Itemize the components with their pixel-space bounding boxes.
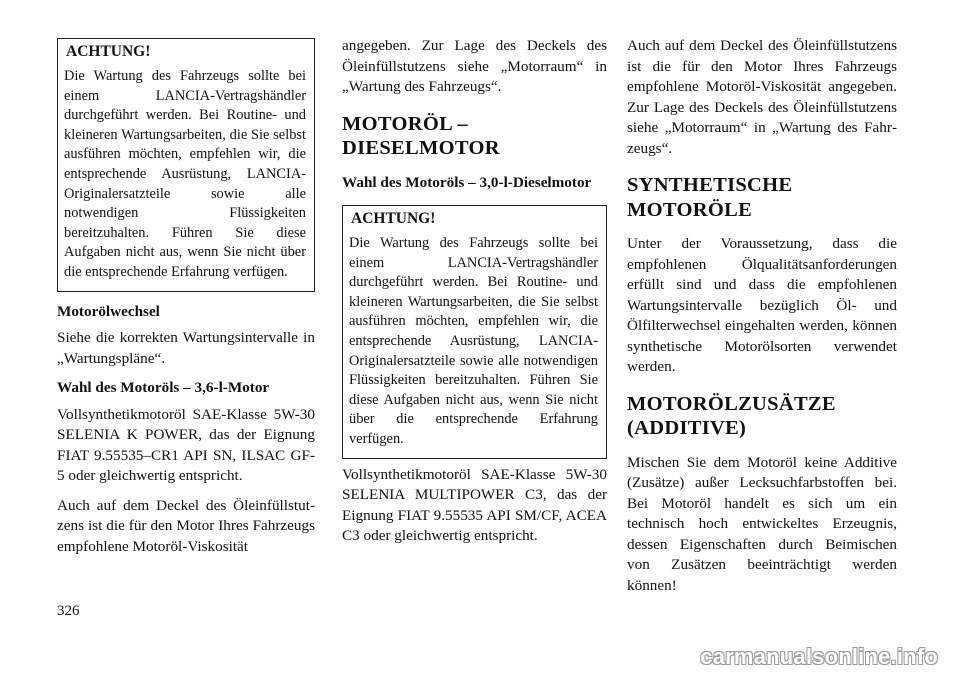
column-right (627, 38, 897, 596)
oil-choice-text: Vollsynthetikmotoröl SAE-Klasse 5W-30 SELENIA K POWER, das der Eignung FIAT 9.55535–CR1 API SN, ILSAC GF-5 oder gleichwertig entspricht. (57, 405, 315, 485)
oil-change-text: Siehe die korrekten Wartungsintervalle in „Wartungspläne“. (57, 329, 315, 367)
section-heading-additives: MOTORÖLZUSÄTZE (ADDITIVE) (627, 392, 836, 439)
oil-change-heading: Motorölwechsel (57, 302, 160, 320)
warning-text: Die Wartung des Fahrzeugs sollte bei einem LANCIA-Vertragshändler durchgeführt werden. Bei Routine- und kleineren Wartungsarbeiten, die Sie selbst ausführen möchten, empfehlen wir, die entsprechende Ausrüstung, LANCIA-Originalersatzteile sowie alle notwendigen Flüssigkeiten bereitzuhalten. Führen Sie diese Aufgaben nicht aus, wenn Sie nicht über die entsprechende Erfahrung verfügen. (349, 235, 598, 447)
warning-title: ACHTUNG! (66, 43, 151, 60)
watermark: carmanualsonline.info (700, 644, 938, 669)
section-heading-diesel: MOTORÖL – DIESELMOTOR (342, 112, 500, 159)
filler-cap-text: Auch auf dem Deckel des Öleinfüllstutzens ist die für den Motor Ihres Fahrzeugs empfohlene Motoröl-Viskosität (57, 496, 315, 555)
page-number: 326 (57, 603, 80, 619)
oil-choice-heading: Wahl des Motoröls – 3,6-l-Motor (57, 379, 270, 397)
synthetic-text: Unter der Voraussetzung, dass die empfohlenen Ölqualitätsanforderungen erfüllt sind und dass die empfohlenen Wartungsintervalle bezüglich Öl- und Ölfilterwechsel eingehalten werden, können synthetische Motorölsorten verwendet werden. (627, 235, 897, 375)
warning-title: ACHTUNG! (351, 210, 436, 227)
continued-text: angegeben. Zur Lage des Deckels des Öleinfüllstutzens siehe „Motorraum“ in „Wartung des Fahrzeugs“. (342, 37, 607, 95)
warning-box-diesel (342, 205, 607, 459)
warning-text: Die Wartung des Fahrzeugs sollte bei einem LANCIA-Vertragshändler durchgeführt werden. Bei Routine- und kleineren Wartungsarbeiten, die Sie selbst ausführen möchten, empfehlen wir, die entsprechende Ausrüstung, LANCIA-Originalersatzteile sowie alle notwendigen Flüssigkeiten bereitzuhalten. Führen Sie diese Aufgaben nicht aus, wenn Sie nicht über die entsprechende Erfahrung verfügen. (64, 68, 306, 280)
column-left (57, 38, 315, 566)
filler-cap-text-diesel: Auch auf dem Deckel des Öleinfüllstutzens ist die für den Motor Ihres Fahrzeugs empfohlene Motoröl-Viskosität angegeben. Zur Lage des Deckels des Öleinfüllstutzens siehe „Motorraum“ in „Wartung des Fahrzeugs“. (627, 37, 897, 157)
column-middle (342, 38, 607, 556)
additives-text: Mischen Sie dem Motoröl keine Additive (Zusätze) außer Lecksuchfarbstoffen bei. Bei Motoröl handelt es sich um ein technisch hoch entwickeltes Erzeugnis, dessen Eigenschaften durch Beimischen von Zusätzen beeinträchtigt werden können! (627, 453, 897, 594)
section-heading-synthetic: SYNTHETISCHE MOTORÖLE (627, 174, 793, 221)
warning-box (57, 38, 315, 292)
diesel-oil-text: Vollsynthetikmotoröl SAE-Klasse 5W-30 SELENIA MULTIPOWER C3, das der Eignung FIAT 9.55535 API SM/CF, ACEA C3 oder gleichwertig entspricht. (342, 465, 607, 545)
diesel-oil-subheading: Wahl des Motoröls – 3,0-l-Dieselmotor (342, 173, 592, 191)
